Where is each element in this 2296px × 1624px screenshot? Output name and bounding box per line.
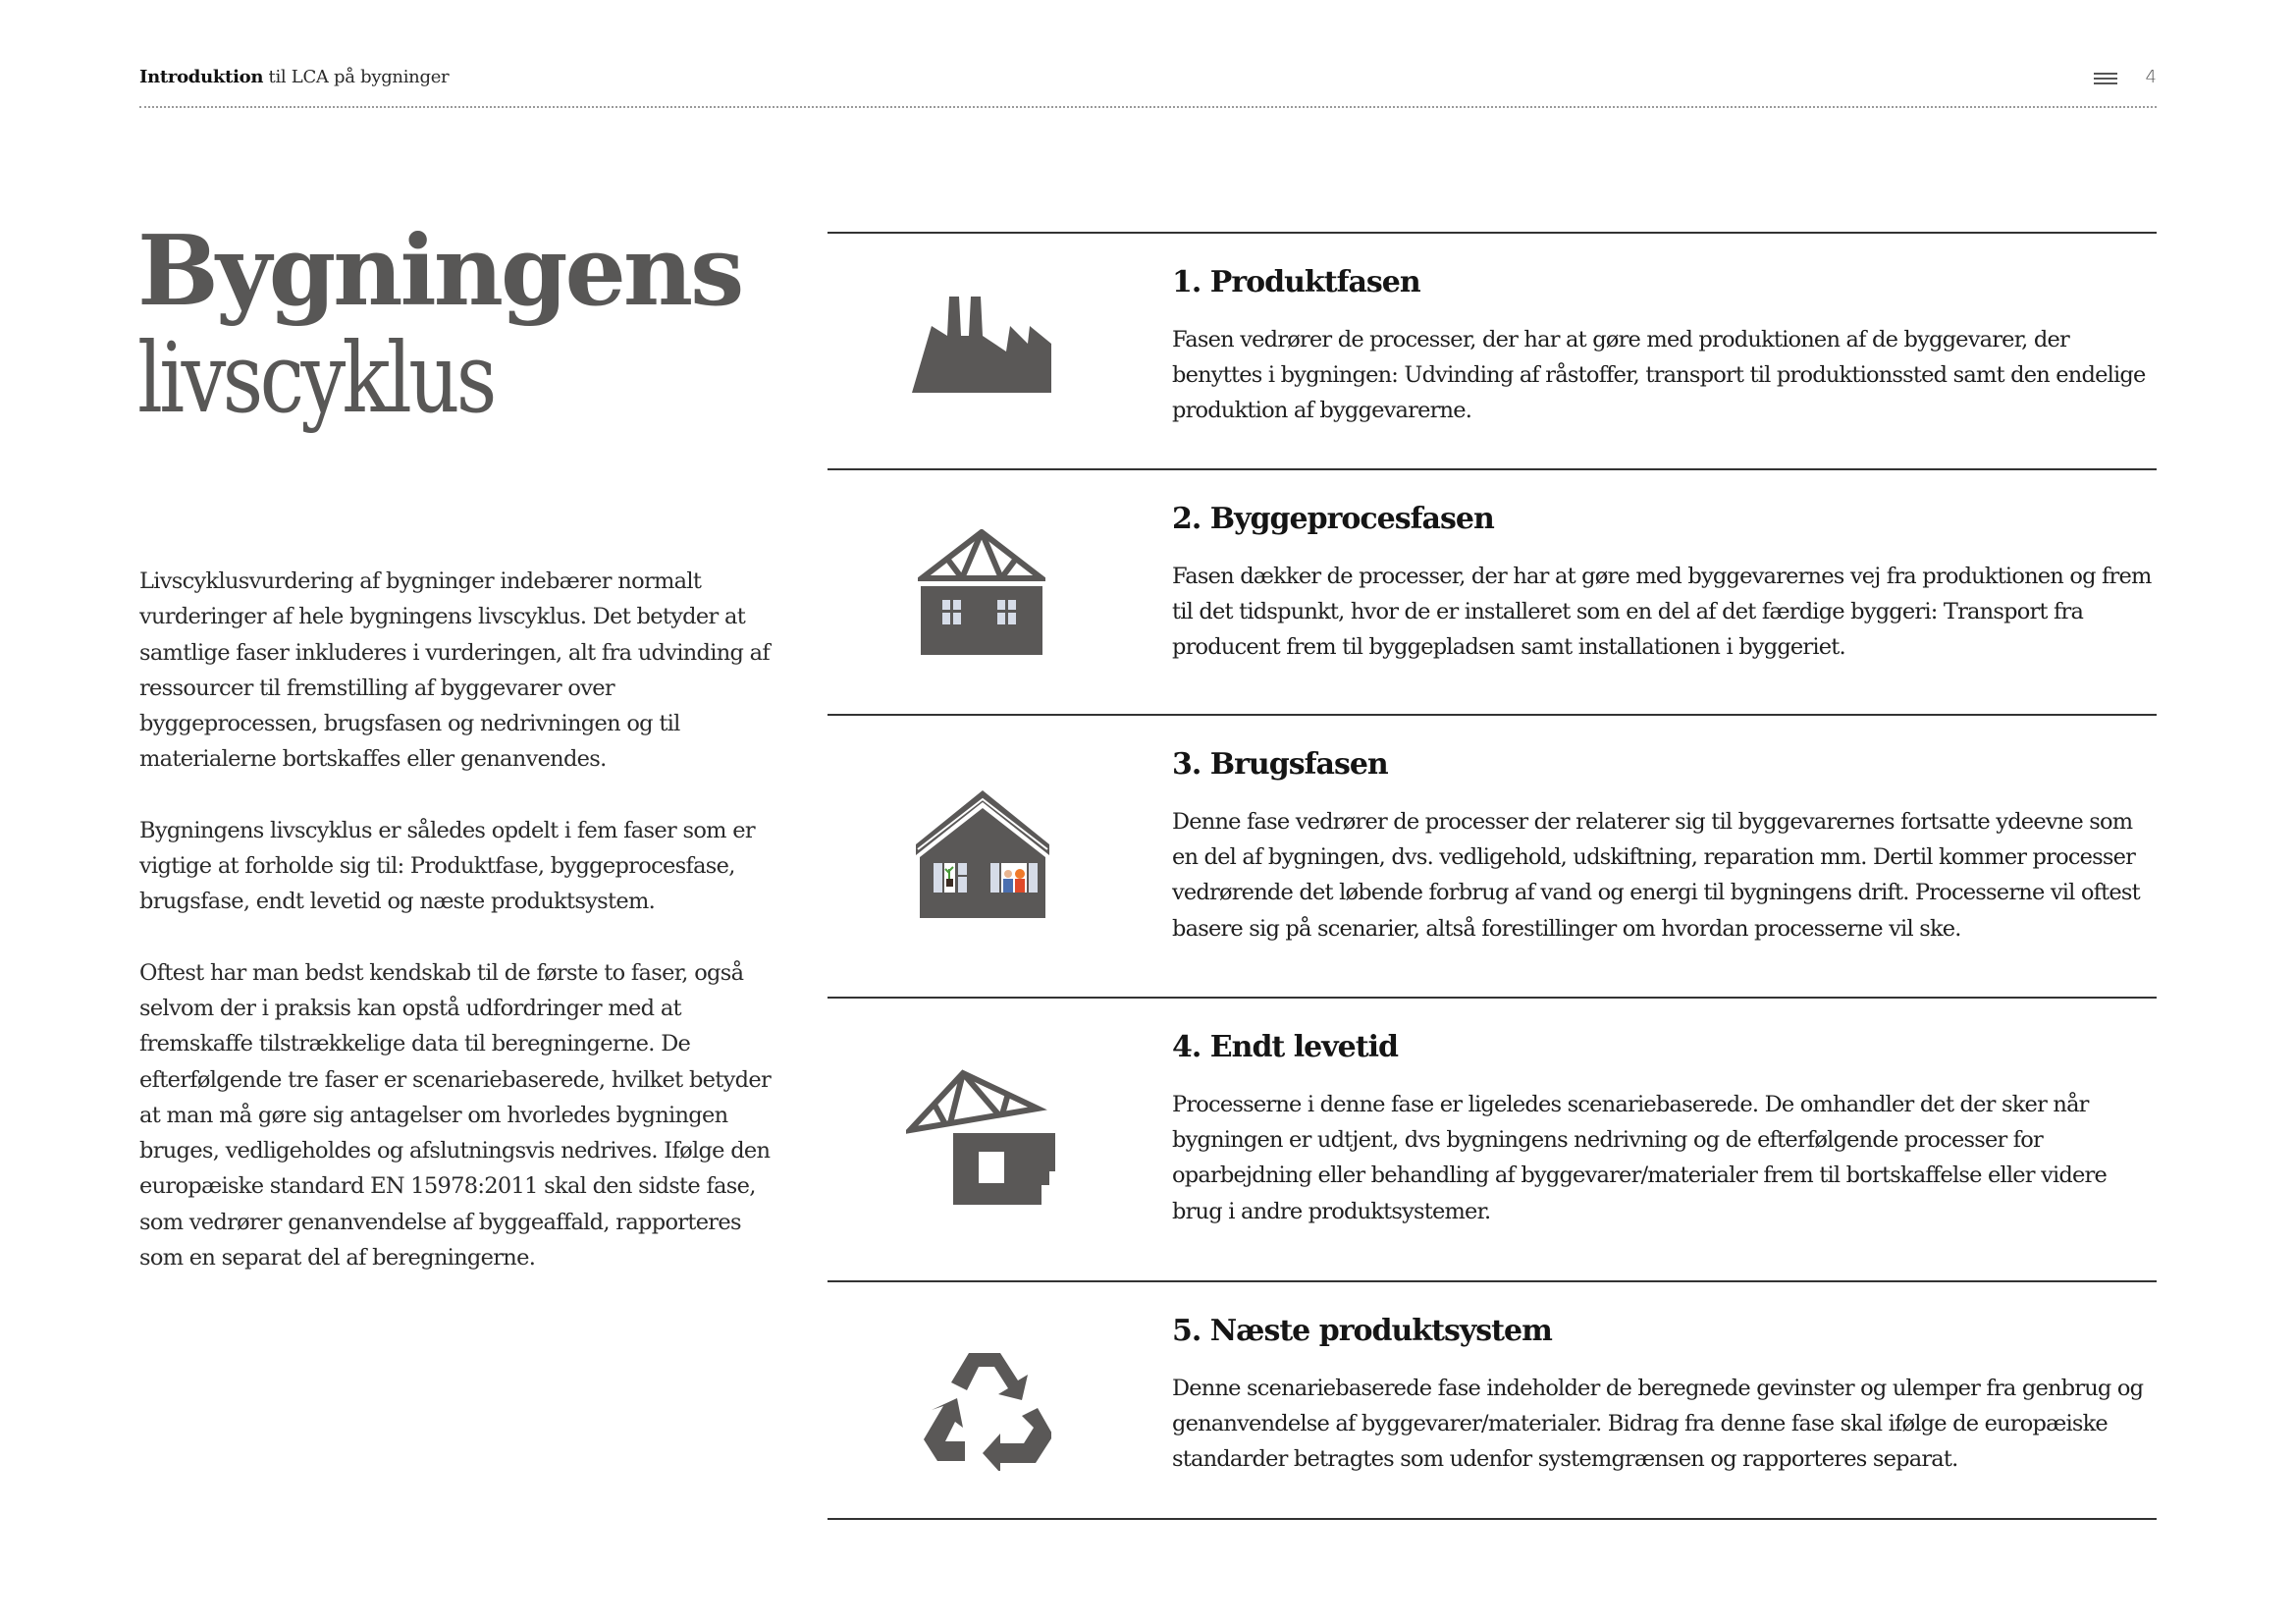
phase-description: Denne fase vedrører de processer der relaterer sig til byggevarernes fortsatte ydeevne som en del af bygningen, dvs. vedligehold, udskiftning, reparation mm. Dertil kommer processer vedrørende det løbende forbrug af vand og energi til bygningens drift. Processerne vil oftest basere sig på scenarier, altså forestillinger om hvordan processerne vil ske. bbox=[1172, 809, 2140, 942]
phase-item bbox=[828, 997, 2157, 1280]
intro-paragraph: Bygningens livscyklus er således opdelt i fem faser som er vigtige at forholde sig til: Produktfase, byggeprocesfase, brugsfase, endt levetid og næste produktsystem. bbox=[139, 817, 755, 915]
phase-item bbox=[828, 468, 2157, 714]
building-under-construction-icon bbox=[918, 529, 1045, 661]
phase-item bbox=[828, 714, 2157, 997]
header-dotted-divider bbox=[139, 106, 2157, 108]
intro-text bbox=[139, 564, 787, 1311]
intro-paragraph: Oftest har man bedst kendskab til de første to faser, også selvom der i praksis kan opstå udfordringer med at fremskaffe tilstrækkelige data til beregningerne. De efterfølgende tre faser er scenariebaserede, hvilket betyder at man må gøre sig antagelser om hvorledes bygningen bruges, vedligeholdes og afslutningsvis nedrives. Ifølge den europæiske standard EN 15978:2011 skal den sidste fase, som vedrører genanvendelse af byggeaffald, rapporteres som en separat del af beregningerne. bbox=[139, 959, 771, 1272]
phase-item bbox=[828, 232, 2157, 468]
demolished-building-icon bbox=[906, 1069, 1059, 1215]
phase-description: Fasen vedrører de processer, der har at gøre med produktionen af de byggevarer, der benyttes i bygningen: Udvinding af råstoffer, transport til produktionssted samt den endelige produktion af byggevarerne. bbox=[1172, 327, 2146, 424]
phase-description: Denne scenariebaserede fase indeholder de beregnede gevinster og ulemper fra genbrug og genanvendelse af byggevarer/materialer. Bidrag fra denne fase skal ifølge de europæiske standarder betragtes som udenfor systemgrænsen og rapporteres separat. bbox=[1172, 1376, 2144, 1473]
page-title-line2: livscyklus bbox=[137, 323, 494, 435]
page-title bbox=[137, 215, 742, 435]
phase-title: 1. Produktfasen bbox=[1172, 265, 1420, 299]
phase-title: 2. Byggeprocesfasen bbox=[1172, 502, 1494, 536]
phase-item bbox=[828, 1280, 2157, 1520]
page-title-line1: Bygningens bbox=[137, 215, 742, 328]
phase-title: 4. Endt levetid bbox=[1172, 1030, 1398, 1064]
page-header bbox=[139, 65, 2157, 108]
page-number: 4 bbox=[2145, 67, 2157, 87]
phase-description: Fasen dækker de processer, der har at gøre med byggevarernes vej fra produktionen og frem til det tidspunkt, hvor de er installeret som en del af det færdige byggeri: Transport fra producent frem til byggepladsen samt installationen i byggeriet. bbox=[1172, 564, 2152, 661]
running-header-rest: til LCA på bygninger bbox=[263, 67, 450, 87]
phase-title: 5. Næste produktsystem bbox=[1172, 1314, 1552, 1348]
intro-paragraph: Livscyklusvurdering af bygninger indebærer normalt vurderinger af hele bygningens livscyklus. Det betyder at samtlige faser inkluderes i vurderingen, alt fra udvinding af ressourcer til fremstilling af byggevarer over byggeprocessen, brugsfasen og nedrivningen og til materialerne bortskaffes eller genanvendes. bbox=[139, 568, 771, 773]
running-header-bold: Introduktion bbox=[139, 67, 264, 87]
recycle-icon bbox=[922, 1349, 1051, 1475]
phase-title: 3. Brugsfasen bbox=[1172, 747, 1388, 782]
phase-description: Processerne i denne fase er ligeledes scenariebaserede. De omhandler det der sker når bygningen er udtjent, dvs bygningens nedrivning og de efterfølgende processer for oparbejdning eller behandling af byggevarer/materialer frem til bortskaffelse eller videre brug i andre produktsystemer. bbox=[1172, 1092, 2108, 1224]
running-header bbox=[139, 67, 449, 87]
lifecycle-phases-list bbox=[828, 232, 2157, 1520]
hamburger-menu-icon[interactable] bbox=[2094, 73, 2117, 86]
factory-icon bbox=[912, 295, 1051, 397]
inhabited-house-icon bbox=[916, 790, 1049, 924]
